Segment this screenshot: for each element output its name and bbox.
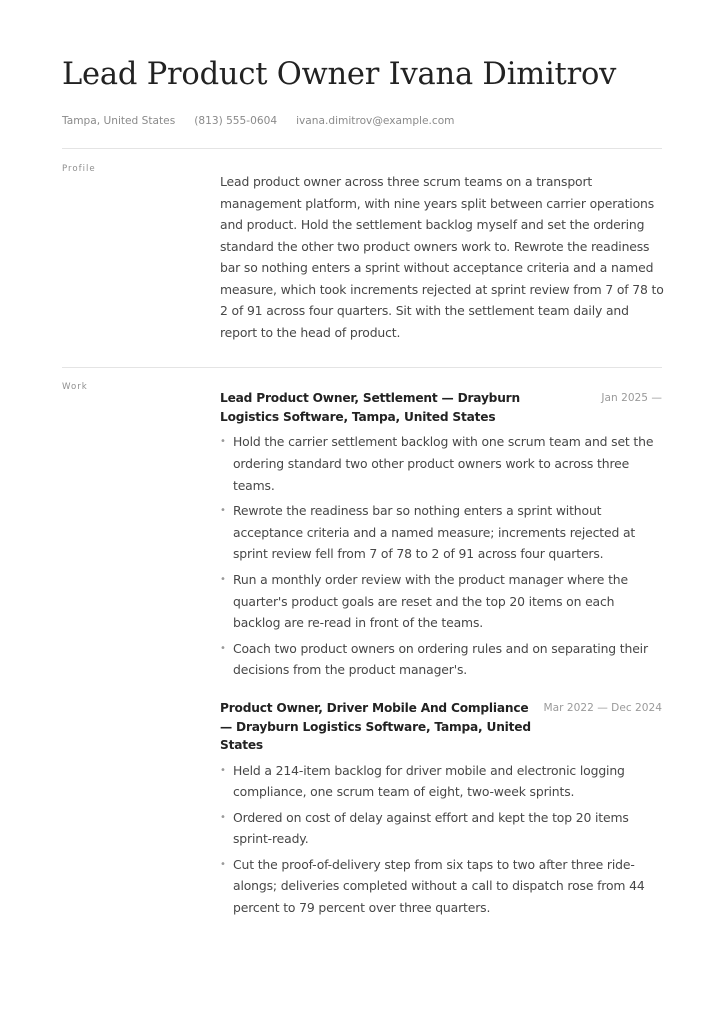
job-entry — [220, 389, 662, 685]
section-divider — [62, 367, 662, 368]
candidate-name: Lead Product Owner Ivana Dimitrov — [62, 57, 617, 92]
list-item: • Coach two product owners on ordering rules and on separating their decisions from the product manager's. — [220, 638, 662, 682]
contact-line — [62, 115, 662, 127]
list-item: • Hold the carrier settlement backlog with one scrum team and set the ordering standard two other product owners work to across three teams. — [220, 431, 662, 496]
job-entry — [220, 699, 662, 923]
bullet-dot-icon: • — [220, 573, 226, 585]
bullet-dot-icon: • — [220, 764, 226, 776]
bullet-dot-icon: • — [220, 858, 226, 870]
email-address: ivana.dimitrov@example.com — [296, 115, 455, 127]
location: Tampa, United States — [62, 115, 176, 127]
bullet-dot-icon: • — [220, 504, 226, 516]
resume-header — [62, 56, 662, 127]
job-bullets — [220, 760, 662, 920]
profile-section-label: Profile — [62, 164, 96, 174]
list-item: • Held a 214-item backlog for driver mobile and electronic logging compliance, one scrum team of eight, two-week sprints. — [220, 760, 662, 804]
phone-number: (813) 555-0604 — [194, 115, 278, 127]
list-item: • Cut the proof-of-delivery step from six taps to two after three ride-alongs; deliveries completed without a call to dispatch rose from 44 percent to 79 percent over three quarters. — [220, 854, 662, 919]
job-title: Product Owner, Driver Mobile And Compliance — Drayburn Logistics Software, Tampa, United States — [220, 701, 531, 752]
profile-summary: Lead product owner across three scrum teams on a transport management platform, with nine years split between carrier operations and product. Hold the settlement backlog myself and set the ordering standard the other two product owners work to. Rewrote the readiness bar so nothing enters a sprint without acceptance criteria and a named measure, which took increments rejected at sprint review from 7 of 78 to 2 of 91 across four quarters. Sit with the settlement team daily and report to the head of product. — [220, 174, 664, 340]
list-item: • Ordered on cost of delay against effort and kept the top 20 items sprint-ready. — [220, 807, 662, 851]
bullet-dot-icon: • — [220, 811, 226, 823]
bullet-dot-icon: • — [220, 642, 226, 654]
list-item: • Run a monthly order review with the product manager where the quarter's product goals are reset and the top 20 items on each backlog are re-read in front of the teams. — [220, 569, 662, 634]
section-divider — [62, 148, 662, 149]
work-section-label: Work — [62, 382, 88, 392]
job-dates: Jan 2025 — — [601, 392, 662, 404]
job-header — [220, 389, 662, 426]
job-bullets — [220, 431, 662, 681]
job-dates: Mar 2022 — Dec 2024 — [543, 702, 662, 714]
list-item: • Rewrote the readiness bar so nothing enters a sprint without acceptance criteria and a named measure; increments rejected at sprint review fell from 7 of 78 to 2 of 91 across four quarters. — [220, 500, 662, 565]
job-title: Lead Product Owner, Settlement — Drayburn Logistics Software, Tampa, United States — [220, 391, 520, 424]
job-header — [220, 699, 662, 755]
bullet-dot-icon: • — [220, 436, 226, 447]
